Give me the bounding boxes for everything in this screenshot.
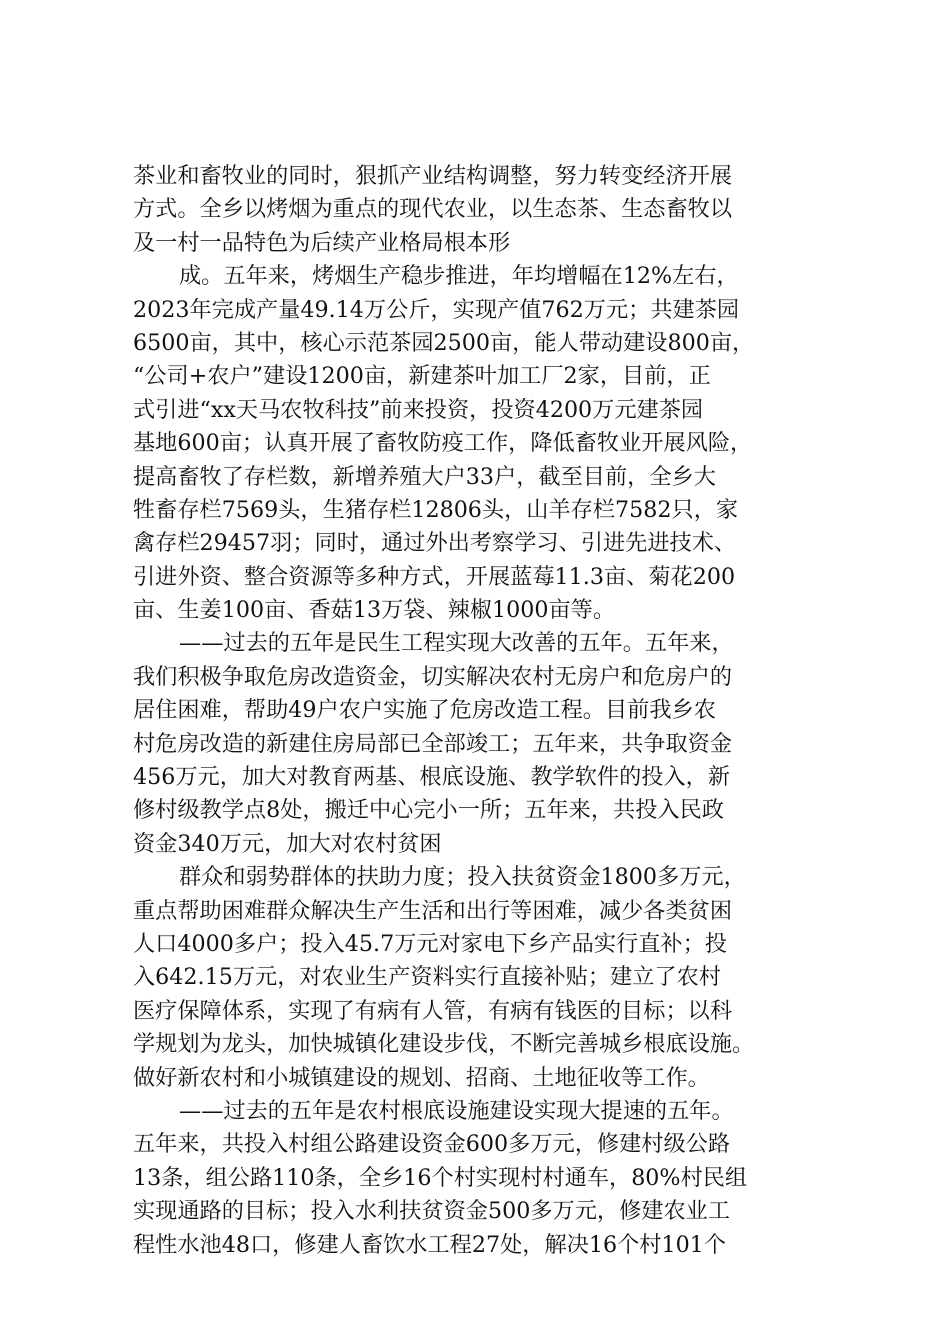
text-line: 茶业和畜牧业的同时，狠抓产业结构调整，努力转变经济开展 bbox=[133, 163, 733, 189]
text-line: 实现通路的目标；投入水利扶贫资金500多万元，修建农业工 bbox=[133, 1198, 731, 1225]
text-line: 牲畜存栏7569头，生猪存栏12806头，山羊存栏7582只，家 bbox=[133, 496, 739, 523]
text-line: 医疗保障体系，实现了有病有人管，有病有钱医的目标；以科 bbox=[133, 997, 733, 1024]
text-line: 13条，组公路110条，全乡16个村实现村村通车，80%村民组 bbox=[133, 1164, 748, 1191]
text-line: 修村级教学点8处，搬迁中心完小一所；五年来，共投入民政 bbox=[133, 797, 724, 824]
text-line: 及一村一品特色为后续产业格局根本形 bbox=[133, 229, 511, 256]
text-line: 人口4000多户；投入45.7万元对家电下乡产品实行直补；投 bbox=[133, 930, 727, 957]
text-line: 村危房改造的新建住房局部已全部竣工；五年来，共争取资金 bbox=[133, 730, 733, 757]
text-line: 提高畜牧了存栏数，新增养殖大户33户，截至目前，全乡大 bbox=[133, 463, 716, 490]
text-line: 居住困难，帮助49户农户实施了危房改造工程。目前我乡农 bbox=[133, 697, 716, 724]
text-line: 方式。全乡以烤烟为重点的现代农业，以生态茶、生态畜牧以 bbox=[133, 196, 733, 223]
text-line: 成。五年来，烤烟生产稳步推进，年均增幅在12%左右， bbox=[179, 263, 739, 290]
text-line: 禽存栏29457羽；同时，通过外出考察学习、引进先进技术、 bbox=[133, 530, 737, 557]
text-line: 资金340万元，加大对农村贫困 bbox=[133, 830, 442, 857]
text-line: 基地600亩；认真开展了畜牧防疫工作，降低畜牧业开展风险， bbox=[133, 430, 753, 457]
text-line: 我们积极争取危房改造资金，切实解决农村无房户和危房户的 bbox=[133, 663, 733, 690]
text-line: 引进外资、整合资源等多种方式，开展蓝莓11.3亩、菊花200 bbox=[133, 563, 736, 590]
text-line: 6500亩，其中，核心示范茶园2500亩，能人带动建设800亩， bbox=[133, 329, 755, 356]
document-body bbox=[133, 160, 833, 1262]
text-line: 做好新农村和小城镇建设的规划、招商、土地征收等工作。 bbox=[133, 1064, 710, 1091]
text-line: 群众和弱势群体的扶助力度；投入扶贫资金1800多万元， bbox=[179, 864, 746, 891]
text-line: 式引进“xx天马农牧科技”前来投资，投资4200万元建茶园 bbox=[133, 396, 704, 423]
text-line: 程性水池48口，修建人畜饮水工程27处，解决16个村101个 bbox=[133, 1231, 726, 1258]
text-line: 学规划为龙头，加快城镇化建设步伐，不断完善城乡根底设施。 bbox=[133, 1031, 755, 1058]
text-line: 入642.15万元，对农业生产资料实行直接补贴；建立了农村 bbox=[133, 964, 721, 991]
text-line: 五年来，共投入村组公路建设资金600多万元，修建村级公路 bbox=[133, 1131, 731, 1158]
text-line: 亩、生姜100亩、香菇13万袋、辣椒1000亩等。 bbox=[133, 597, 616, 624]
text-line: 456万元，加大对教育两基、根底设施、教学软件的投入，新 bbox=[133, 764, 731, 791]
text-line: ——过去的五年是农村根底设施建设实现大提速的五年。 bbox=[179, 1097, 734, 1124]
text-line: “公司+农户”建设1200亩，新建茶叶加工厂2家，目前，正 bbox=[133, 363, 711, 390]
text-line: 重点帮助困难群众解决生产生活和出行等困难，减少各类贫困 bbox=[133, 897, 733, 924]
text-line: ——过去的五年是民生工程实现大改善的五年。五年来， bbox=[179, 630, 734, 657]
text-line: 2023年完成产量49.14万公斤，实现产值762万元；共建茶园 bbox=[133, 296, 740, 323]
